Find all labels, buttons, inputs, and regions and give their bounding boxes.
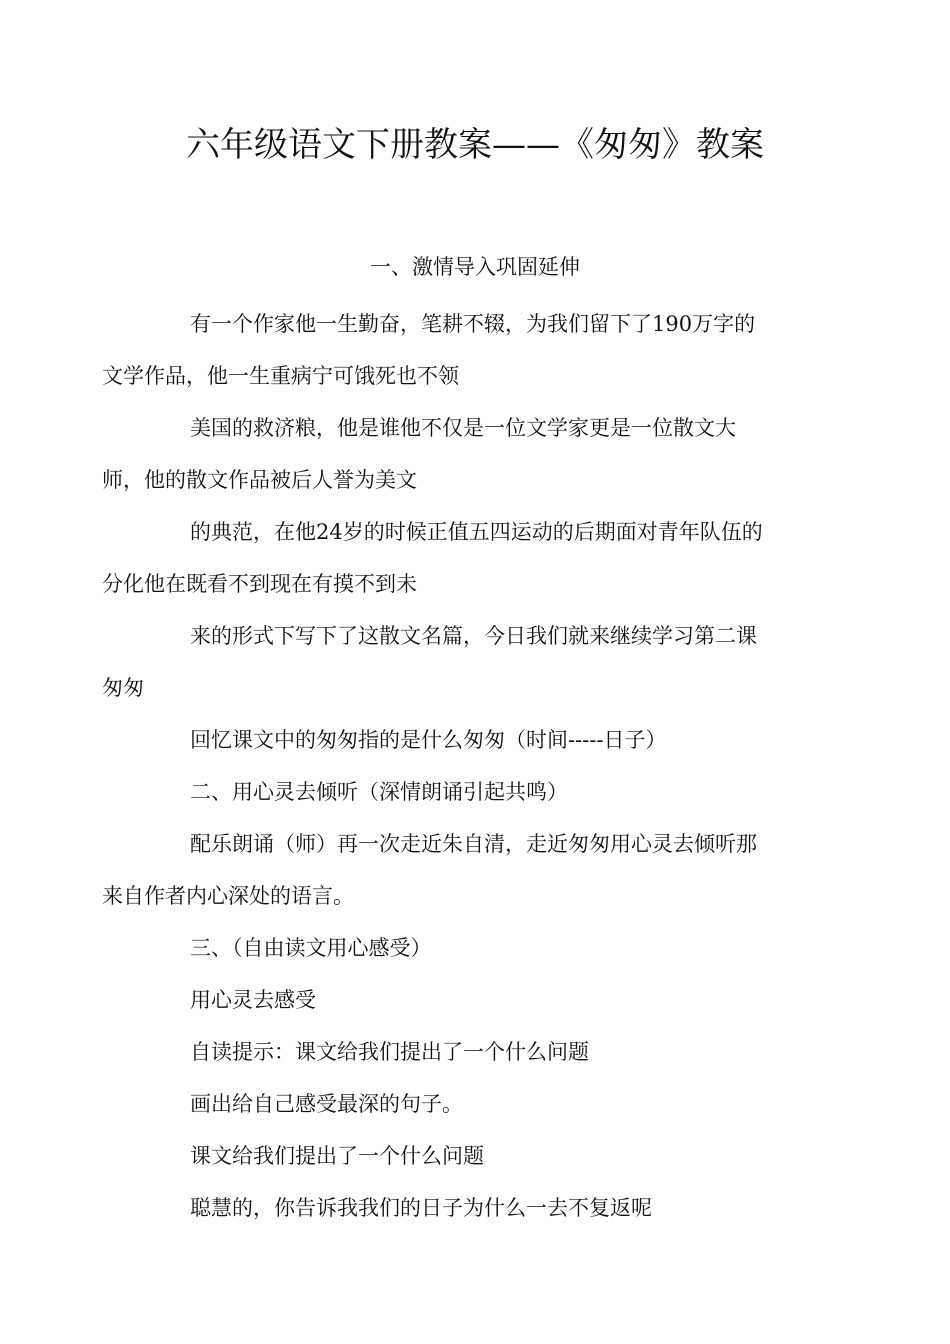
- document-title: 六年级语文下册教案——《匆匆》教案: [186, 125, 764, 165]
- paragraph: [102, 610, 806, 714]
- paragraph: [146, 974, 806, 1026]
- paragraph: [102, 506, 806, 610]
- document-body: [102, 298, 806, 1234]
- paragraph-line: 来的形式下写下了这散文名篇，今日我们就来继续学习第二课: [190, 624, 757, 648]
- paragraph-line: 三、（自由读文用心感受）: [190, 936, 432, 960]
- paragraph: [146, 1078, 806, 1130]
- paragraph-line: 有一个作家他一生勤奋，笔耕不辍，为我们留下了190万字的: [190, 312, 756, 336]
- paragraph: [146, 1026, 806, 1078]
- paragraph: [146, 1182, 806, 1234]
- paragraph: [146, 714, 806, 766]
- paragraph-line: 课文给我们提出了一个什么问题: [190, 1144, 484, 1168]
- section-heading-1: 一、激情导入巩固延伸: [370, 255, 580, 279]
- paragraph-line: 匆匆: [102, 676, 144, 700]
- paragraph: [102, 402, 806, 506]
- paragraph-line: 分化他在既看不到现在有摸不到未: [102, 572, 417, 596]
- paragraph-line: 画出给自己感受最深的句子。: [190, 1092, 463, 1116]
- paragraph-line: 用心灵去感受: [190, 988, 316, 1012]
- paragraph-line: 美国的救济粮，他是谁他不仅是一位文学家更是一位散文大: [190, 416, 736, 440]
- paragraph-line: 配乐朗诵（师）再一次走近朱自清，走近匆匆用心灵去倾听那: [190, 832, 757, 856]
- paragraph: [146, 1130, 806, 1182]
- paragraph-line: 来自作者内心深处的语言。: [102, 884, 354, 908]
- paragraph: [102, 818, 806, 922]
- paragraph-line: 二、用心灵去倾听（深情朗诵引起共鸣）: [190, 780, 568, 804]
- section-heading-3: [146, 922, 806, 974]
- paragraph-line: 回忆课文中的匆匆指的是什么匆匆（时间-----日子）: [190, 728, 667, 752]
- paragraph-line: 的典范，在他24岁的时候正值五四运动的后期面对青年队伍的: [190, 520, 763, 544]
- paragraph-line: 聪慧的，你告诉我我们的日子为什么一去不复返呢: [190, 1196, 652, 1220]
- paragraph-line: 师，他的散文作品被后人誉为美文: [102, 468, 417, 492]
- paragraph: [102, 298, 806, 402]
- paragraph-line: 文学作品，他一生重病宁可饿死也不领: [102, 364, 459, 388]
- section-heading-2: [146, 766, 806, 818]
- paragraph-line: 自读提示：课文给我们提出了一个什么问题: [190, 1040, 589, 1064]
